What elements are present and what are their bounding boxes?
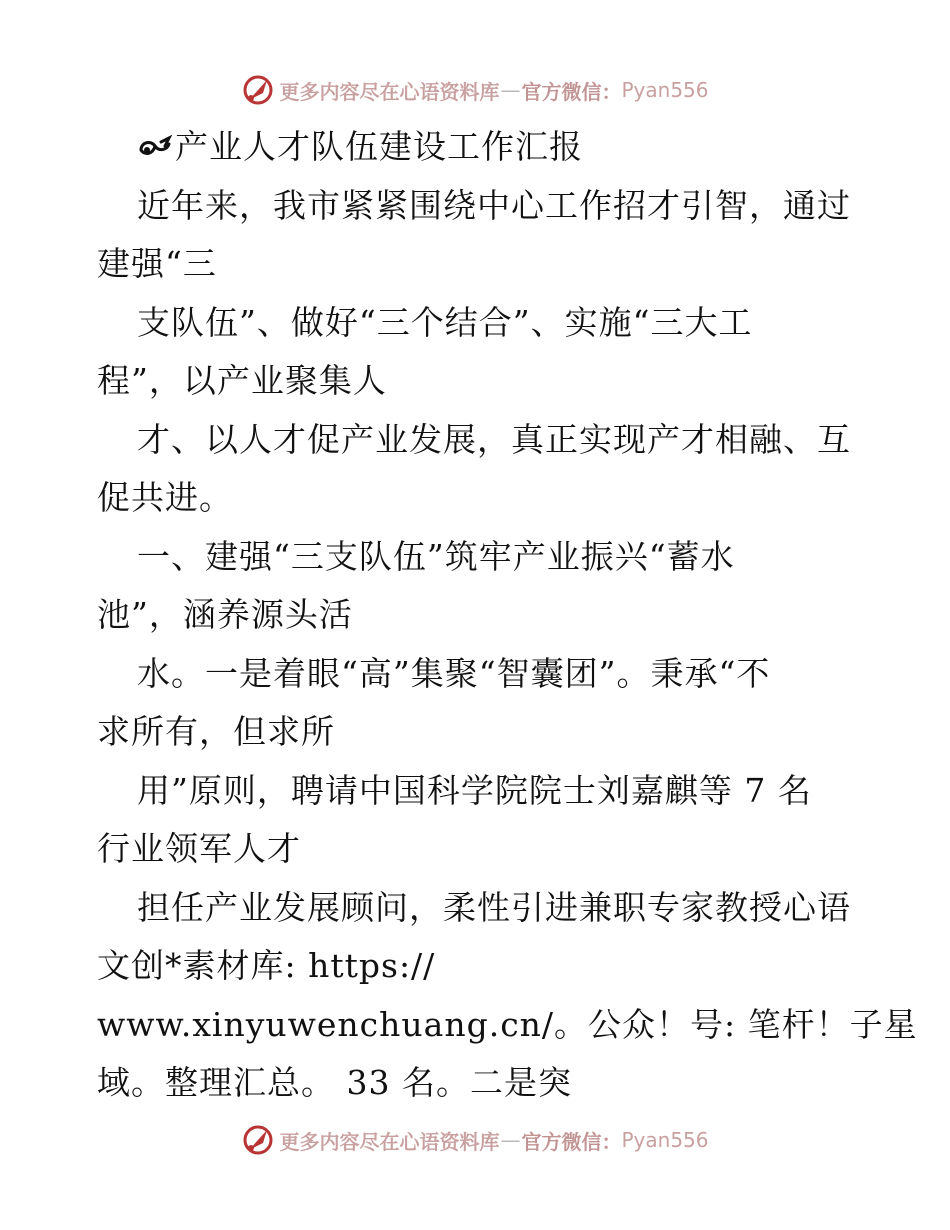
body-line: 才、以人才促产业发展，真正实现产才相融、互 [137,419,851,459]
body-line: 促共进。 [97,478,233,517]
body-line: 担任产业发展顾问，柔性引进兼职专家教授心语 [137,887,851,927]
body-line: 程”，以产业聚集人 [97,361,387,400]
body-line: 求所有，但求所 [97,712,335,751]
quill-pen-logo-icon [241,1123,275,1157]
body-line: 用”原则，聘请中国科学院院士刘嘉麒等 7 名 [137,770,812,810]
header-promo-text: 更多内容尽在心语资料库 [279,79,500,104]
document-title-text: 产业人才队伍建设工作汇报 [175,127,583,166]
document-body [97,118,918,1113]
footer-banner [0,1120,950,1160]
footer-promo-text: 更多内容尽在心语资料库 [279,1129,500,1154]
header-banner [0,70,950,110]
footer-separator: — [500,1128,521,1152]
footer-wechat-id: Pyan556 [621,1128,709,1152]
header-wechat-label: 官方微信： [521,79,622,104]
fleuron-icon [137,134,173,162]
body-line: 近年来，我市紧紧围绕中心工作招才引智，通过 [137,185,851,225]
document-title [97,118,857,177]
quill-pen-logo-icon [241,73,275,107]
body-line: www.xinyuwenchuang.cn/。公众！号: 笔杆！子星 [97,1004,918,1044]
body-line: 域。整理汇总。 33 名。二是突 [97,1063,572,1102]
body-line: 池”，涵养源头活 [97,595,353,634]
section-heading: 一、建强“三支队伍”筑牢产业振兴“蓄水 [137,536,735,576]
body-line: 建强“三 [97,244,217,283]
header-separator: — [500,78,521,102]
body-line: 行业领军人才 [97,829,301,868]
footer-wechat-label: 官方微信： [521,1129,622,1154]
body-line: 文创*素材库: https:// [97,946,436,985]
body-line: 支队伍”、做好“三个结合”、实施“三大工 [137,302,753,342]
body-line: 水。一是着眼“高”集聚“智囊团”。秉承“不 [137,653,771,693]
header-wechat-id: Pyan556 [621,78,709,102]
